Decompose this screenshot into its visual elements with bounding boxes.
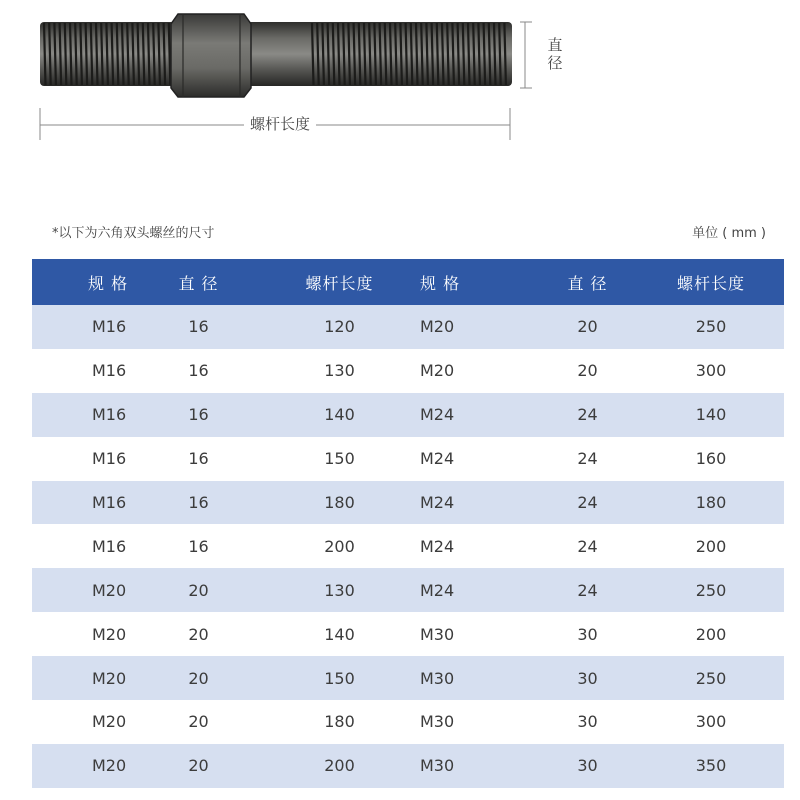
cell-diameter: 20 — [527, 305, 652, 349]
cell-length: 130 — [267, 349, 412, 393]
cell-length: 250 — [652, 656, 784, 700]
cell-length: 120 — [267, 305, 412, 349]
cell-spec: M20 — [32, 568, 152, 612]
cell-diameter: 24 — [527, 481, 652, 525]
cell-spec: M24 — [412, 437, 527, 481]
cell-diameter: 16 — [152, 524, 267, 568]
table-row — [32, 437, 784, 481]
cell-spec: M20 — [412, 349, 527, 393]
cell-spec: M16 — [32, 349, 152, 393]
cell-diameter: 20 — [152, 656, 267, 700]
cell-diameter: 20 — [152, 744, 267, 788]
cell-diameter: 20 — [152, 612, 267, 656]
cell-spec: M24 — [412, 393, 527, 437]
cell-spec: M30 — [412, 612, 527, 656]
table-row — [32, 524, 784, 568]
table-row — [32, 744, 784, 788]
cell-spec: M16 — [32, 481, 152, 525]
diameter-dimension — [520, 22, 532, 88]
cell-length: 180 — [267, 481, 412, 525]
cell-spec: M24 — [412, 568, 527, 612]
cell-diameter: 30 — [527, 612, 652, 656]
cell-length: 180 — [652, 481, 784, 525]
header-diameter: 直 径 — [152, 259, 267, 305]
cell-spec: M30 — [412, 700, 527, 744]
table-row — [32, 612, 784, 656]
cell-diameter: 24 — [527, 568, 652, 612]
cell-spec: M16 — [32, 305, 152, 349]
cell-spec: M20 — [32, 656, 152, 700]
cell-spec: M20 — [32, 700, 152, 744]
cell-diameter: 16 — [152, 481, 267, 525]
bolt-body — [40, 14, 512, 97]
cell-spec: M24 — [412, 524, 527, 568]
header-diameter: 直 径 — [527, 259, 652, 305]
cell-length: 350 — [652, 744, 784, 788]
cell-diameter: 16 — [152, 393, 267, 437]
cell-length: 150 — [267, 437, 412, 481]
spec-table — [32, 259, 784, 788]
cell-spec: M20 — [32, 744, 152, 788]
cell-diameter: 20 — [152, 700, 267, 744]
table-row — [32, 568, 784, 612]
cell-length: 180 — [267, 700, 412, 744]
cell-length: 130 — [267, 568, 412, 612]
cell-diameter: 16 — [152, 349, 267, 393]
cell-length: 150 — [267, 656, 412, 700]
cell-diameter: 30 — [527, 744, 652, 788]
table-row — [32, 656, 784, 700]
cell-diameter: 16 — [152, 437, 267, 481]
header-spec: 规 格 — [412, 259, 527, 305]
cell-length: 140 — [267, 393, 412, 437]
cell-length: 200 — [267, 744, 412, 788]
cell-length: 140 — [652, 393, 784, 437]
cell-length: 140 — [267, 612, 412, 656]
cell-spec: M20 — [412, 305, 527, 349]
cell-spec: M16 — [32, 524, 152, 568]
cell-diameter: 16 — [152, 305, 267, 349]
header-length: 螺杆长度 — [267, 259, 412, 305]
table-row — [32, 481, 784, 525]
table-note: *以下为六角双头螺丝的尺寸 — [52, 226, 215, 241]
table-row — [32, 393, 784, 437]
unit-note: 单位 ( mm ) — [692, 226, 766, 241]
length-label: 螺杆长度 — [0, 113, 560, 134]
cell-length: 200 — [267, 524, 412, 568]
cell-diameter: 24 — [527, 437, 652, 481]
cell-diameter: 24 — [527, 524, 652, 568]
cell-diameter: 24 — [527, 393, 652, 437]
cell-diameter: 20 — [527, 349, 652, 393]
table-row — [32, 305, 784, 349]
cell-length: 300 — [652, 700, 784, 744]
cell-spec: M24 — [412, 481, 527, 525]
cell-diameter: 30 — [527, 700, 652, 744]
table-header-row — [32, 259, 784, 305]
table-row — [32, 700, 784, 744]
cell-length: 160 — [652, 437, 784, 481]
header-length: 螺杆长度 — [652, 259, 784, 305]
cell-length: 250 — [652, 568, 784, 612]
cell-spec: M16 — [32, 393, 152, 437]
cell-diameter: 20 — [152, 568, 267, 612]
cell-spec: M30 — [412, 744, 527, 788]
cell-spec: M20 — [32, 612, 152, 656]
cell-spec: M30 — [412, 656, 527, 700]
diameter-label: 直径 — [547, 36, 563, 72]
cell-spec: M16 — [32, 437, 152, 481]
cell-length: 200 — [652, 612, 784, 656]
cell-length: 250 — [652, 305, 784, 349]
cell-length: 300 — [652, 349, 784, 393]
cell-length: 200 — [652, 524, 784, 568]
table-row — [32, 349, 784, 393]
cell-diameter: 30 — [527, 656, 652, 700]
header-spec: 规 格 — [32, 259, 152, 305]
